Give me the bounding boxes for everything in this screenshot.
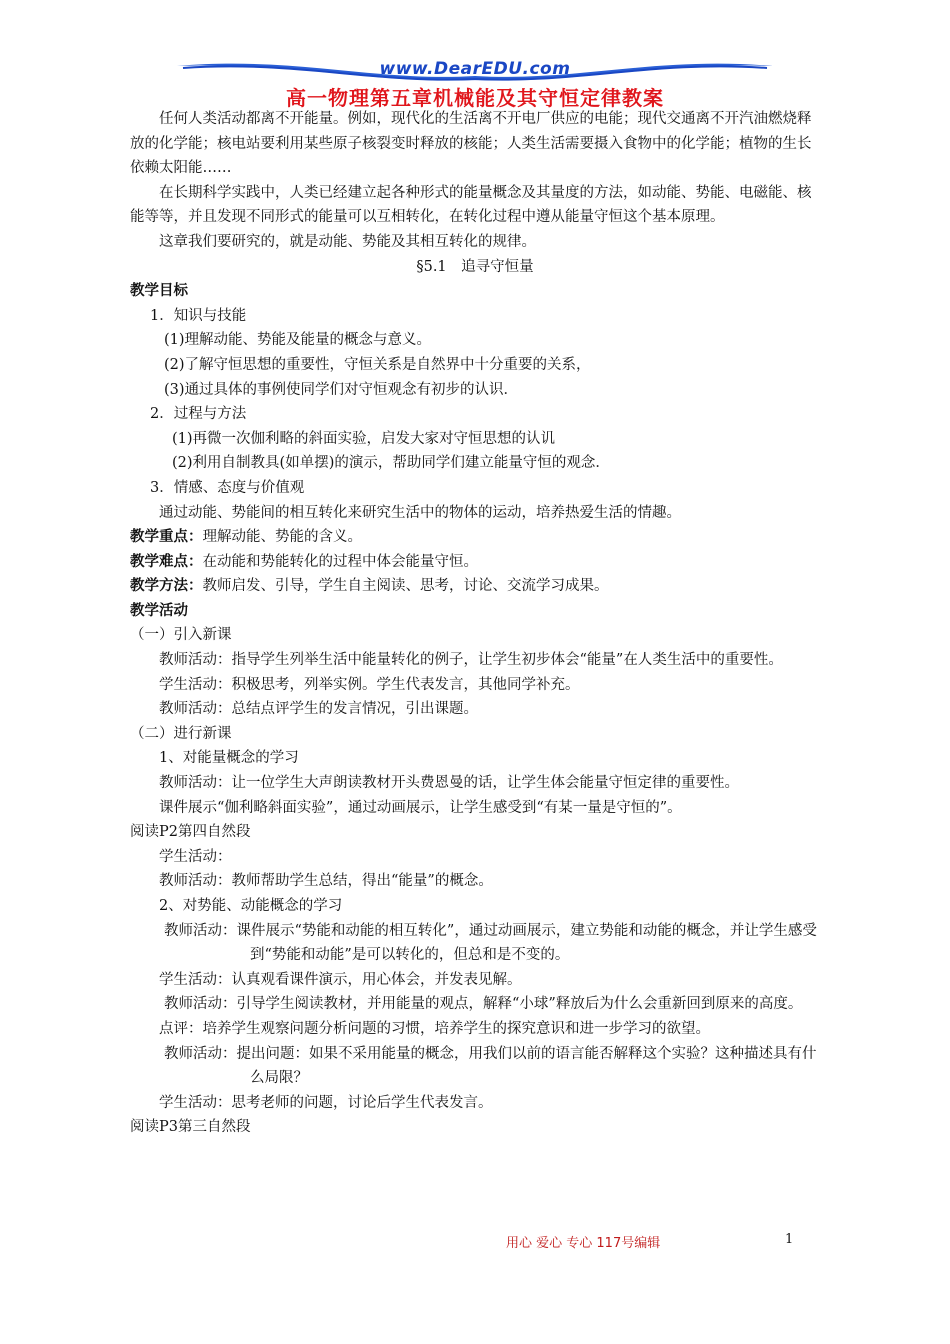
sub2-teacher-1: 教师活动：课件展示“势能和动能的相互转化”，通过动画展示，建立势能和动能的概念，并让学生感受到“势能和动能”是可以转化的，但总和是不变的。	[164, 922, 817, 964]
method-text: 教师启发、引导，学生自主阅读、思考，讨论、交流学习成果。	[202, 578, 609, 595]
sub2-student-1: 学生活动：认真观看课件演示，用心体会，并发表见解。	[159, 971, 522, 988]
method	[130, 574, 820, 599]
intro-paragraph-2: 在长期科学实践中，人类已经建立起各种形式的能量概念及其量度的方法，如动能、势能、电磁能、核能等等，并且发现不同形式的能量可以互相转化，在转化过程中遵从能量守恒这个基本原理。	[130, 184, 812, 226]
document-body	[130, 107, 820, 1140]
sub1-title: 1、对能量概念的学习	[159, 750, 299, 767]
intro-paragraph-1: 任何人类活动都离不开能量。例如，现代化的生活离不开电厂供应的电能；现代交通离不开汽油燃烧释放的化学能；核电站要利用某些原子核裂变时释放的核能；人类生活需要摄入食物中的化学能；植物的生长依赖太阳能……	[130, 111, 812, 177]
sub1-teacher-2: 教师活动：教师帮助学生总结，得出“能量”的概念。	[159, 873, 493, 890]
part1-student-1: 学生活动：积极思考，列举实例。学生代表发言，其他同学补充。	[159, 676, 580, 693]
sub2-teacher-3: 教师活动：提出问题：如果不采用能量的概念，用我们以前的语言能否解释这个实验？这种描述具有什么局限？	[164, 1045, 817, 1087]
comment: 点评：培养学生观察问题分析问题的习惯，培养学生的探究意识和进一步学习的欲望。	[159, 1020, 710, 1037]
difficulty-label: 教学难点：	[130, 553, 203, 570]
goal-process-1: (1)再微一次伽利略的斜面实验，启发大家对守恒思想的认讥	[172, 430, 556, 447]
key-point	[130, 525, 820, 550]
method-label: 教学方法：	[130, 578, 203, 595]
intro-paragraph-3: 这章我们要研究的，就是动能、势能及其相互转化的规律。	[159, 233, 536, 250]
goal-knowledge-1: (1)理解动能、势能及能量的概念与意义。	[164, 332, 432, 349]
goal-knowledge-3: (3)通过具体的事例使同学们对守恒观念有初步的认识．	[164, 381, 519, 398]
difficulty	[130, 550, 820, 575]
sub2-title: 2、对势能、动能概念的学习	[159, 898, 343, 914]
goals-heading: 教学目标	[130, 283, 188, 300]
goal-knowledge-2: (2)了解守恒思想的重要性，守恒关系是自然界中十分重要的关系，	[164, 356, 591, 373]
goal-process-title: 2．过程与方法	[150, 406, 247, 423]
goal-knowledge-title: 1．知识与技能	[150, 307, 247, 324]
read-2: 阅读P3第三自然段	[130, 1119, 251, 1136]
sub1-student-1: 学生活动：	[159, 848, 232, 865]
activities-heading: 教学活动	[130, 602, 188, 619]
sub2-teacher-2: 教师活动：引导学生阅读教材，并用能量的观点，解释“小球”释放后为什么会重新回到原来的高度。	[164, 996, 803, 1013]
read-1: 阅读P2第四自然段	[130, 824, 251, 841]
sub2-student-2: 学生活动：思考老师的问题，讨论后学生代表发言。	[159, 1094, 493, 1111]
part1-teacher-2: 教师活动：总结点评学生的发言情况，引出课题。	[159, 701, 478, 718]
footer-slogan: 用心 爱心 专心 117号编辑	[506, 1236, 661, 1251]
key-point-text: 理解动能、势能的含义。	[202, 529, 362, 546]
document-title: 高一物理第五章机械能及其守恒定律教案	[286, 86, 664, 110]
goal-process-2: (2)利用自制教具(如单摆)的演示，帮助同学们建立能量守恒的观念．	[172, 455, 610, 472]
part2-title: （二）进行新课	[130, 725, 232, 742]
part1-teacher-1: 教师活动：指导学生列举生活中能量转化的例子，让学生初步体会“能量”在人类生活中的重要性。	[159, 652, 783, 669]
difficulty-text: 在动能和势能转化的过程中体会能量守恒。	[202, 553, 478, 570]
goal-attitude-1: 通过动能、势能间的相互转化来研究生活中的物体的运动，培养热爱生活的情趣。	[159, 504, 681, 521]
section-heading: §5.1 追寻守恒量	[416, 258, 534, 275]
sub1-teacher-1: 教师活动：让一位学生大声朗读教材开头费恩曼的话，让学生体会能量守恒定律的重要性。	[159, 775, 739, 792]
part1-title: （一）引入新课	[130, 627, 232, 644]
site-url: www.DearEDU.com	[379, 59, 571, 79]
goal-attitude-title: 3．情感、态度与价值观	[150, 479, 305, 496]
page-number: 1	[785, 1232, 794, 1247]
sub1-courseware: 课件展示“伽利略斜面实验”，通过动画展示，让学生感受到“有某一量是守恒的”。	[159, 799, 682, 816]
key-point-label: 教学重点：	[130, 529, 203, 546]
